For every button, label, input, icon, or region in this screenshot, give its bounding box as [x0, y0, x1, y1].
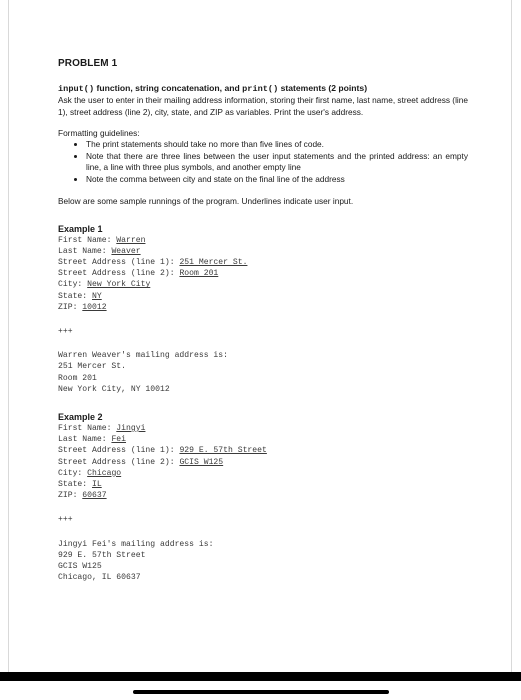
prompt-label: Last Name: — [58, 246, 112, 256]
prompt-line — [58, 257, 468, 268]
output-line: 251 Mercer St. — [58, 362, 126, 372]
output-line: Jingyi Fei's mailing address is: — [58, 539, 214, 549]
output-line: Warren Weaver's mailing address is: — [58, 351, 228, 361]
output-line: Room 201 — [58, 373, 97, 383]
prompt-label: ZIP: — [58, 491, 83, 501]
prompt-line — [58, 468, 468, 479]
user-input: 929 E. 57th Street — [179, 446, 267, 456]
prompt-line — [58, 479, 468, 490]
guideline-item: • Note that there are three lines between the user input statements and the printed address: an empty line, a line with three plus symbols, and another empty line — [86, 151, 468, 174]
prompt-label: Last Name: — [58, 435, 112, 445]
user-input: New York City — [87, 280, 151, 290]
guidelines-list — [58, 139, 468, 185]
output-line: Chicago, IL 60637 — [58, 573, 141, 583]
user-input: Room 201 — [179, 269, 219, 279]
output-line: New York City, NY 10012 — [58, 384, 170, 394]
problem-content — [58, 58, 468, 583]
prompt-line — [58, 302, 468, 313]
prompt-line — [58, 445, 468, 456]
user-input: Warren — [116, 235, 146, 245]
plus-separator: +++ — [58, 326, 73, 336]
prompt-label: State: — [58, 480, 92, 490]
example-1 — [58, 224, 468, 395]
prompt-line — [58, 235, 468, 246]
prompt-label: ZIP: — [58, 302, 83, 312]
prompt-line — [58, 279, 468, 290]
page-border-right — [511, 0, 512, 672]
prompt-line — [58, 423, 468, 434]
input-function-code: input() — [58, 84, 95, 94]
prompt-label: Street Address (line 1): — [58, 257, 180, 267]
prompt-line — [58, 291, 468, 302]
subheading-text-2: statements (2 points) — [278, 83, 368, 93]
prompt-label: First Name: — [58, 235, 117, 245]
user-input: NY — [92, 291, 102, 301]
example-title: Example 2 — [58, 412, 103, 422]
prompt-line — [58, 490, 468, 501]
user-input: GCIS W125 — [179, 457, 224, 467]
page-border-left — [8, 0, 9, 672]
problem-intro: Ask the user to enter in their mailing address information, storing their first name, last name, street address (line 1), street address (line 2), city, state, and ZIP as variables. Print the user's address. — [58, 95, 468, 117]
problem-title: PROBLEM 1 — [58, 58, 118, 69]
output-line: GCIS W125 — [58, 562, 102, 572]
guideline-item: • Note the comma between city and state on the final line of the address — [86, 174, 468, 186]
prompt-label: Street Address (line 1): — [58, 446, 180, 456]
home-indicator[interactable] — [133, 690, 389, 694]
prompt-label: City: — [58, 468, 88, 478]
user-input: Weaver — [111, 246, 141, 256]
output-line: 929 E. 57th Street — [58, 550, 146, 560]
user-input: Fei — [111, 435, 127, 445]
prompt-label: Street Address (line 2): — [58, 457, 180, 467]
print-function-code: print() — [242, 84, 279, 94]
user-input: 10012 — [82, 302, 107, 312]
plus-separator: +++ — [58, 515, 73, 525]
example-2 — [58, 412, 468, 583]
prompt-line — [58, 246, 468, 257]
user-input: IL — [92, 480, 102, 490]
problem-subheading — [58, 82, 468, 95]
user-input: 60637 — [82, 491, 107, 501]
prompt-label: First Name: — [58, 424, 117, 433]
prompt-label: City: — [58, 280, 88, 290]
subheading-text-1: function, string concatenation, and — [94, 83, 243, 93]
prompt-line — [58, 268, 468, 279]
example-title: Example 1 — [58, 223, 103, 234]
prompt-line — [58, 434, 468, 445]
prompt-label: State: — [58, 291, 92, 301]
guideline-item: • The print statements should take no more than five lines of code. — [86, 139, 468, 151]
user-input: Chicago — [87, 468, 122, 478]
user-input: 251 Mercer St. — [179, 257, 248, 267]
guidelines-title: Formatting guidelines: — [58, 128, 140, 139]
prompt-line — [58, 457, 468, 468]
sample-note: Below are some sample runnings of the program. Underlines indicate user input. — [58, 195, 354, 206]
prompt-label: Street Address (line 2): — [58, 269, 180, 279]
user-input: Jingyi — [116, 424, 146, 433]
